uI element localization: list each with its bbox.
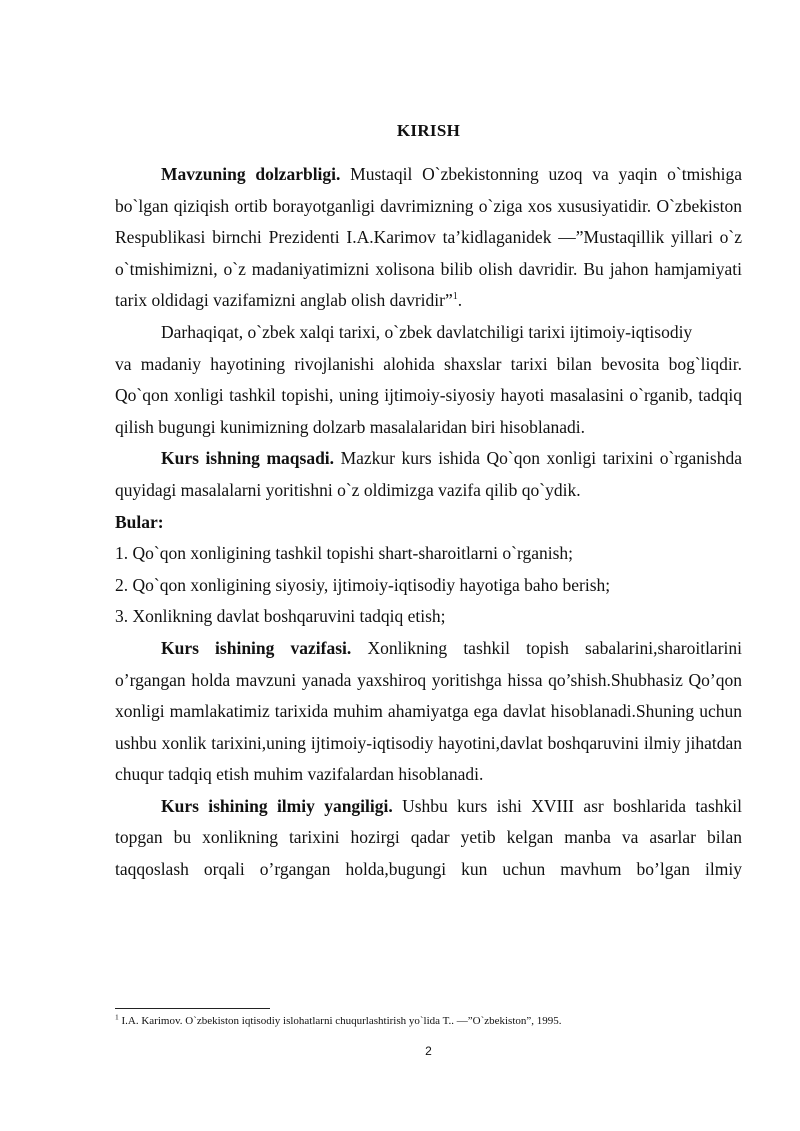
list-heading: Bular: [115, 511, 164, 532]
footnote-reference[interactable]: 1 [452, 291, 458, 303]
paragraph-text: Mustaqil O`zbekistonning uzoq va yaqin o`tmishiga bo`lgan qiziqish ortib borayotganligi davrimizning o`ziga xos xususiyatidir. O`zbekiston Respublikasi birnchi Prezidenti I.A.Karimov ta’kidlaganidek ―”Mustaqillik yillari o`z o`tmishimizni, o`z madaniyatimizni xolisona bilib olish davridir. Bu jahon hamjamiyati tarix oldidagi vazifamizni anglab olish davridir” [115, 164, 743, 311]
paragraph-darhaqiqat-continued: va madaniy hayotining rivojlanishi alohida shaxslar tarixi bilan bevosita bog`liqdir. Qo`qon xonligi tashkil topishi, uning ijtimoiy-siyosiy hayoti masalasini o`rganib, tadqiq qilish bugungi kunimizning dolzarb masalalaridan biri hisoblanadi. [115, 353, 742, 437]
footnote-text: I.A. Karimov. O`zbekiston iqtisodiy islohatlarni chuqurlashtirish yo`lida T.. ―”O`zbekiston”, 1995. [118, 1015, 562, 1027]
section-heading-maqsad: Kurs ishning maqsadi. [161, 448, 335, 469]
footnote [115, 1014, 742, 1028]
paragraph-text: Mazkur kurs ishida Qo`qon xonligi tarixini o`rganishda quyidagi masalalarni yoritishni o`z oldimizga vazifa qilib qo`ydik. [115, 448, 742, 500]
footnote-divider [115, 1008, 270, 1009]
section-heading-dolzarblik: Mavzuning dolzarbligi. [161, 164, 341, 184]
paragraph-text-end: . [457, 290, 463, 311]
list-item: 3. Xonlikning davlat boshqaruvini tadqiq etish; [115, 606, 446, 627]
list-item: 1. Qo`qon xonligining tashkil topishi shart-sharoitlarni o`rganish; [115, 543, 574, 564]
page-number: 2 [425, 1044, 432, 1058]
paragraph-yangilik [115, 791, 742, 886]
paragraph-dolzarblik [115, 159, 742, 317]
paragraph-vazifa [115, 633, 742, 791]
section-heading-yangilik: Kurs ishining ilmiy yangiligi. [161, 795, 393, 816]
section-heading-vazifa: Kurs ishining vazifasi. [161, 637, 352, 658]
page-title: KIRISH [396, 121, 461, 140]
list-item: 2. Qo`qon xonligining siyosiy, ijtimoiy-iqtisodiy hayotiga baho berish; [115, 574, 611, 595]
document-body [115, 159, 742, 886]
paragraph-text: Xonlikning tashkil topish sabalarini,sharoitlarini o’rgangan holda mavzuni yanada yaxshiroq yoritishga hissa qo’shish.Shubhasiz Qo’qon xonligi mamlakatimiz tarixida muhim ahamiyatga ega davlat hisoblanadi.Shuning uchun ushbu xonlik tarixini,uning ijtimoiy-iqtisodiy hayotini,davlat boshqaruvini ilmiy jihatdan chuqur tadqiq etish muhim vazifalardan hisoblanadi. [115, 637, 742, 785]
document-page [115, 0, 742, 1131]
paragraph-text: Ushbu kurs ishi XVIII asr boshlarida tashkil topgan bu xonlikning tarixini hozirgi qadar yetib kelgan manba va asarlar bilan taqqoslash orqali o’rgangan holda,bugungi kun uchun mavhum bo’lgan ilmiy [115, 795, 742, 880]
paragraph-maqsad [115, 443, 742, 506]
paragraph-darhaqiqat-line: Darhaqiqat, o`zbek xalqi tarixi, o`zbek davlatchiligi tarixi ijtimoiy-iqtisodiy [161, 321, 693, 342]
footnote-marker: 1 [115, 1012, 119, 1022]
